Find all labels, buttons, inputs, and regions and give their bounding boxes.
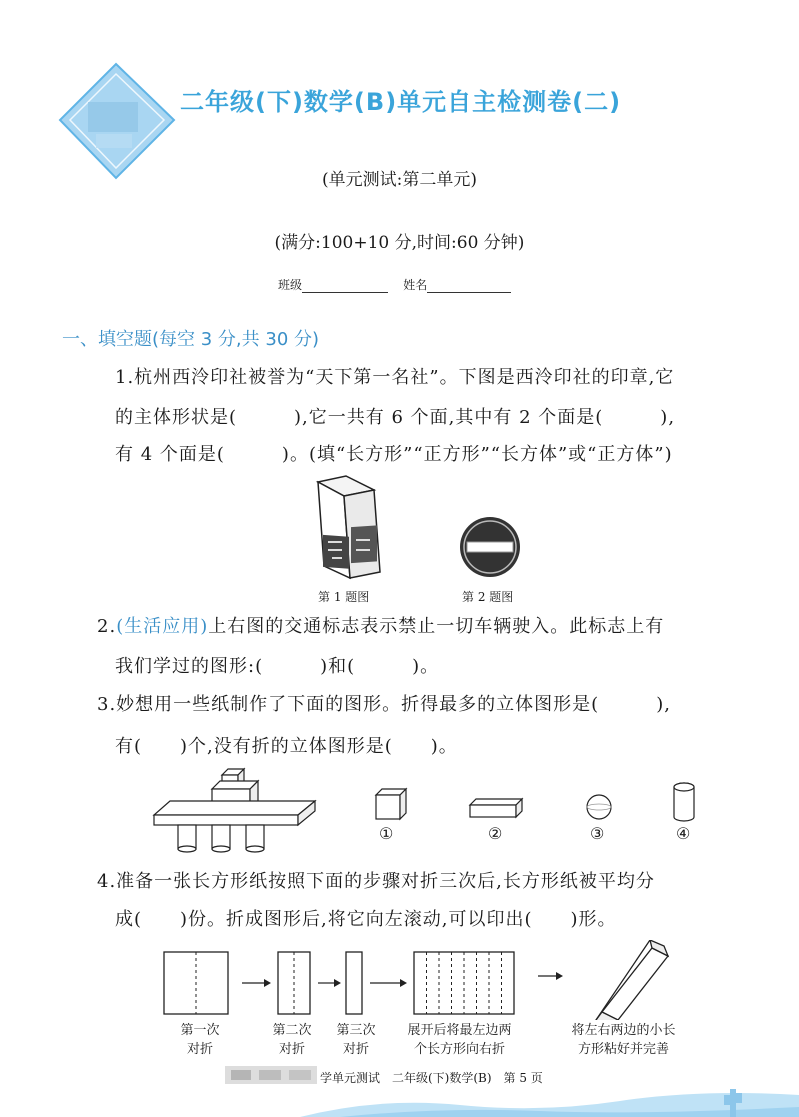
- label-3: ③: [590, 824, 606, 843]
- label-2: ②: [488, 824, 504, 843]
- section-title: 一、填空题(每空 3 分,共 30 分): [62, 329, 320, 350]
- step4-caption: 展开后将最左边两 个长方形向右折: [407, 1023, 512, 1057]
- q1-line1: 1.杭州西泠印社被誉为“天下第一名社”。下图是西泠印社的印章,它: [115, 367, 675, 388]
- step1-caption: 第一次 对折: [180, 1023, 220, 1057]
- label-1: ①: [379, 824, 395, 843]
- cylinder-shape: [670, 780, 698, 824]
- footer-text: 学单元测试 二年级(下)数学(B) 第 5 页: [320, 1071, 543, 1085]
- cuboid-shape: [466, 795, 526, 821]
- fig2-caption: 第 2 题图: [462, 590, 514, 604]
- seal-figure: [310, 474, 390, 584]
- page-title: 二年级(下)数学(B)单元自主检测卷(二): [180, 88, 622, 116]
- q1-line2: 的主体形状是( ),它一共有 6 个面,其中有 2 个面是( ),: [115, 407, 676, 428]
- q1-line3: 有 4 个面是( )。(填“长方形”“正方形”“长方体”或“正方体”): [115, 444, 673, 465]
- q2-tag: (生活应用): [116, 616, 209, 637]
- q3-line2: 有( )个,没有折的立体图形是( )。: [115, 736, 458, 757]
- folding-steps-figure: [150, 940, 690, 1020]
- class-label: 班级: [278, 278, 303, 292]
- name-label: 姓名: [403, 278, 428, 292]
- paper-model-figure: [150, 765, 320, 865]
- q4-line1: 4.准备一张长方形纸按照下面的步骤对折三次后,长方形纸被平均分: [97, 871, 655, 892]
- label-4: ④: [676, 824, 692, 843]
- cube-shape: [372, 785, 410, 823]
- name-bar: [278, 276, 511, 293]
- name-field[interactable]: [427, 280, 511, 293]
- q2-line2: 我们学过的图形:( )和( )。: [115, 656, 440, 677]
- q3-line1: 3.妙想用一些纸制作了下面的图形。折得最多的立体图形是( ),: [97, 694, 671, 715]
- score-time: (满分:100+10 分,时间:60 分钟): [274, 233, 525, 253]
- q2-line1-rest: 上右图的交通标志表示禁止一切车辆驶入。此标志上有: [208, 616, 665, 637]
- q4-line2: 成( )份。折成图形后,将它向左滚动,可以印出( )形。: [115, 909, 617, 930]
- step3-caption: 第三次 对折: [336, 1023, 376, 1057]
- no-entry-sign: [458, 515, 522, 579]
- fig1-caption: 第 1 题图: [318, 590, 370, 604]
- header-badge: [58, 62, 178, 182]
- q2-line1: [97, 612, 664, 638]
- unit-subtitle: (单元测试:第二单元): [322, 170, 477, 190]
- footer-landscape: [300, 1083, 799, 1117]
- sphere-shape: [584, 792, 614, 822]
- class-field[interactable]: [302, 280, 388, 293]
- step2-caption: 第二次 对折: [272, 1023, 312, 1057]
- q2-number: 2.: [97, 616, 117, 637]
- step5-caption: 将左右两边的小长 方形粘好并完善: [571, 1023, 676, 1057]
